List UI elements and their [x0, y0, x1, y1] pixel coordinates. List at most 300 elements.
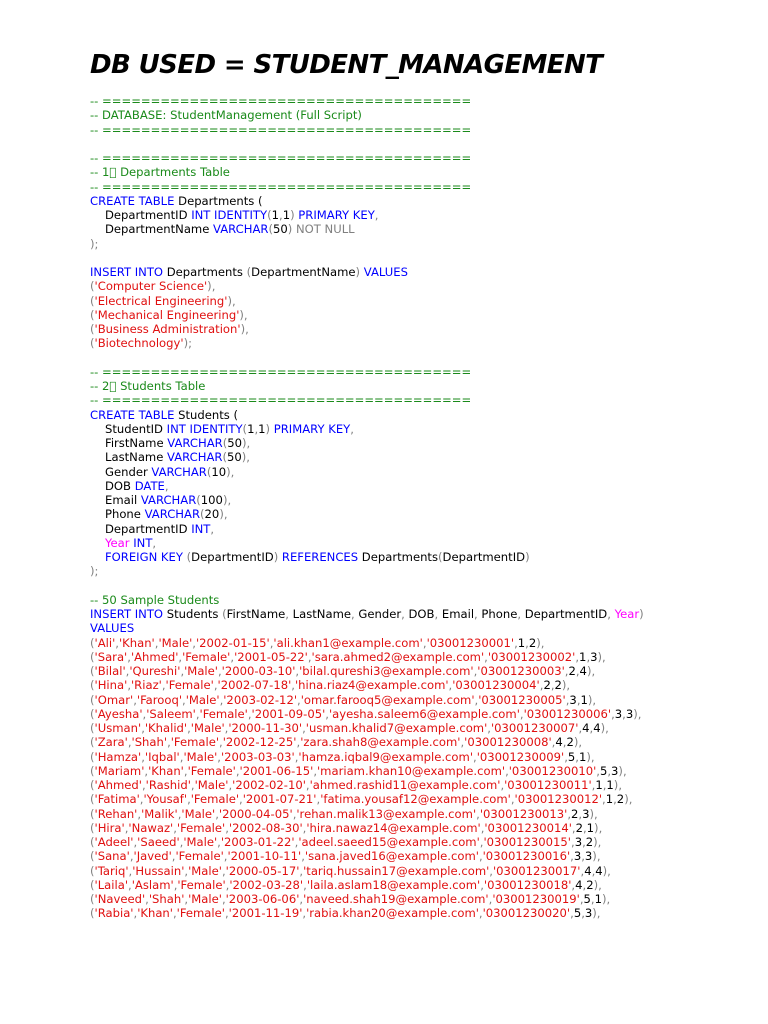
code-token: ,	[137, 806, 142, 821]
code-token: '2000-11-30'	[228, 721, 303, 735]
code-token: 'Shah'	[148, 892, 185, 906]
code-token: (	[246, 265, 252, 279]
code-token: 5	[599, 763, 608, 778]
code-token: 'Ali'	[94, 635, 116, 650]
code-token: 2	[566, 735, 574, 750]
code-token: (	[90, 692, 95, 707]
code-token: INT IDENTITY	[166, 421, 243, 436]
code-token: 1	[271, 208, 279, 222]
code-token: 'Nawaz'	[128, 820, 174, 835]
code-token: ,	[590, 892, 595, 906]
code-token: VARCHAR	[144, 507, 201, 522]
code-token: 'Male'	[181, 806, 216, 821]
code-token: '03001230004'	[452, 678, 540, 693]
code-token: 'Adeel'	[94, 835, 134, 849]
code-token: (	[267, 208, 272, 222]
code-line	[90, 564, 760, 578]
code-token: 'Zara'	[94, 735, 128, 750]
code-token: ,	[602, 778, 607, 792]
code-token: 5	[583, 892, 591, 906]
code-token: '03001230002'	[487, 649, 576, 664]
code-token: 1	[247, 421, 255, 436]
code-token: ,	[141, 749, 145, 764]
code-token: ),	[602, 863, 611, 878]
code-token: ),	[593, 835, 602, 849]
code-token: FOREIGN KEY	[105, 550, 183, 564]
code-token: 'Sana'	[94, 849, 130, 864]
code-token: '2001-06-15'	[239, 763, 314, 778]
code-line	[90, 222, 760, 236]
code-token: 'Hamza'	[94, 749, 142, 764]
code-token: 'Female'	[199, 706, 248, 721]
code-token: (	[90, 835, 95, 849]
code-token: ,	[177, 806, 182, 821]
code-token: 5	[567, 749, 576, 764]
code-token: VALUES	[90, 621, 135, 636]
student-row	[90, 693, 760, 707]
code-token: 'Female'	[190, 792, 240, 807]
code-token: -- 2⃣ Students Table	[90, 379, 206, 393]
code-line	[90, 208, 760, 222]
code-token: 3	[573, 849, 582, 864]
code-token: 'Female'	[177, 877, 226, 892]
code-token: (	[90, 763, 95, 778]
student-row	[90, 778, 760, 792]
code-token: ),	[586, 749, 595, 764]
code-token: ,	[576, 692, 581, 707]
code-token: ),	[594, 820, 603, 835]
code-line	[90, 165, 760, 179]
code-token: DepartmentID	[105, 208, 192, 222]
code-token: '2001-07-21'	[242, 792, 317, 807]
code-token: 1	[579, 649, 587, 664]
code-token: 'Hina'	[94, 678, 128, 693]
code-token: VARCHAR	[213, 222, 269, 237]
code-token: 'Laila'	[94, 877, 129, 892]
code-token: ,	[128, 877, 132, 892]
code-token: 'naveed.shah19@example.com'	[303, 892, 489, 906]
code-token: )	[525, 550, 530, 564]
code-token: ,	[285, 607, 293, 621]
code-token: '2001-10-11'	[227, 849, 302, 864]
code-token: 2	[585, 835, 594, 849]
code-line	[90, 550, 760, 564]
code-token: ,	[575, 649, 580, 664]
code-token: ,	[173, 877, 178, 892]
code-token: 'Iqbal'	[144, 749, 180, 764]
code-token: 'Khan'	[137, 906, 173, 921]
code-token: 1	[594, 892, 602, 906]
code-token: INT	[191, 521, 211, 536]
code-token: ,	[350, 421, 354, 436]
code-line	[90, 379, 760, 393]
code-token: 'Malik'	[141, 806, 178, 821]
code-token: )	[287, 222, 293, 237]
code-line	[90, 251, 760, 265]
code-token: 'Ahmed'	[94, 778, 142, 792]
code-token: ,	[514, 635, 518, 650]
code-token: -- ======================================	[90, 179, 472, 194]
code-token: ,	[192, 635, 196, 650]
student-row	[90, 678, 760, 692]
code-token: ,	[579, 892, 584, 906]
code-token: '2000-03-10'	[221, 664, 296, 678]
code-token: ),	[587, 692, 597, 707]
code-token: FirstName	[226, 607, 286, 621]
code-token: ),	[618, 763, 627, 778]
code-token: 'Bilal'	[94, 664, 126, 678]
code-token: (	[90, 721, 95, 735]
code-token: ,	[144, 763, 149, 778]
code-token: ,	[562, 735, 567, 750]
code-token: 10	[211, 464, 227, 479]
code-token: DOB	[408, 607, 435, 621]
code-token: ,	[484, 649, 488, 664]
code-token: (	[90, 649, 95, 664]
code-token: (	[90, 849, 95, 864]
code-token: 'adeel.saeed15@example.com'	[298, 835, 480, 849]
code-token: 'Rehan'	[94, 806, 138, 821]
code-token: DOB	[105, 478, 135, 493]
code-token: Email	[105, 493, 141, 507]
code-token: -- ======================================	[90, 151, 472, 165]
code-token: ,	[591, 778, 596, 792]
code-token: ),	[601, 892, 611, 906]
code-token: REFERENCES	[278, 550, 359, 564]
code-token: (	[222, 436, 228, 450]
page-title: DB USED = STUDENT_MANAGEMENT	[90, 50, 603, 80]
code-token: VARCHAR	[167, 436, 223, 450]
code-line	[90, 579, 760, 593]
code-token: 1	[580, 692, 588, 707]
code-token: '03001230012'	[514, 792, 603, 807]
code-token: (	[90, 336, 95, 351]
code-token: ,	[570, 849, 574, 864]
code-token: ,	[225, 820, 229, 835]
code-token: (	[90, 307, 95, 322]
code-token: ,	[582, 835, 586, 849]
code-token: LastName	[105, 450, 168, 465]
code-token: ,	[239, 792, 243, 807]
code-token: 3	[611, 763, 619, 778]
code-token: ,	[247, 706, 252, 721]
code-token: Phone	[481, 607, 518, 621]
code-token: 'Tariq'	[94, 863, 129, 878]
code-token: ,	[187, 721, 191, 735]
code-token: (	[90, 293, 95, 308]
code-line	[90, 365, 760, 379]
code-token: (	[90, 279, 95, 294]
code-token: ,	[580, 863, 585, 878]
code-token: INSERT INTO	[90, 265, 164, 279]
code-token: '03001230017'	[492, 863, 581, 878]
code-token: 'Male'	[188, 863, 222, 878]
code-token: PRIMARY KEY	[270, 421, 351, 436]
code-token: '03001230016'	[482, 849, 571, 864]
code-token: (	[222, 607, 227, 621]
code-token: ,	[125, 664, 130, 678]
code-token: ,	[422, 635, 427, 650]
code-token: (	[268, 222, 273, 237]
code-token: ),	[592, 849, 601, 864]
code-token: ,	[133, 692, 137, 707]
code-token: 'Male'	[190, 721, 225, 735]
code-token: DepartmentName	[251, 265, 356, 279]
code-token: ,	[183, 763, 188, 778]
code-token: 'rabia.khan20@example.com'	[306, 906, 479, 921]
code-token: '03001230018'	[483, 877, 572, 892]
code-token: 1	[606, 778, 614, 792]
code-token: '2000-04-05'	[218, 806, 293, 821]
code-token: ,	[128, 863, 133, 878]
code-line	[90, 493, 760, 507]
code-token: ,	[487, 721, 491, 735]
code-line	[90, 265, 760, 279]
code-token: ,	[596, 763, 600, 778]
code-token: 'usman.khalid7@example.com'	[305, 721, 488, 735]
code-token: ),	[219, 507, 228, 522]
code-token: ,	[480, 820, 485, 835]
code-token: 'Female'	[170, 735, 220, 750]
code-token: ,	[215, 806, 219, 821]
code-token: 'Javed'	[133, 849, 172, 864]
code-token: ,	[607, 607, 615, 621]
code-token: '2003-02-12'	[223, 692, 298, 707]
code-line	[90, 479, 760, 493]
code-token: ,	[141, 778, 146, 792]
code-token: ,	[254, 421, 259, 436]
code-token: ,	[567, 806, 572, 821]
code-token: ,	[221, 892, 226, 906]
code-token: 'rehan.malik13@example.com'	[296, 806, 477, 821]
code-token: ,	[611, 706, 615, 721]
code-token: '2001-11-19'	[228, 906, 303, 921]
code-token: 3	[582, 806, 590, 821]
code-token: 'Male'	[185, 692, 220, 707]
code-token: ),	[242, 436, 251, 450]
code-token: (	[90, 664, 95, 678]
code-token: ),	[240, 322, 249, 336]
code-token: 4	[582, 721, 590, 735]
code-token: ),	[239, 307, 248, 322]
code-token: 'hamza.iqbal9@example.com'	[298, 749, 474, 764]
code-token: '2002-03-28'	[229, 877, 304, 892]
code-token: (	[90, 820, 95, 835]
code-token: )	[290, 208, 295, 222]
code-token: 4	[575, 877, 583, 892]
code-token: 'Female'	[182, 649, 231, 664]
code-token: ,	[184, 892, 189, 906]
code-token: ,	[127, 735, 132, 750]
code-token: 'Biotechnology'	[94, 336, 184, 351]
code-token: ,	[582, 820, 587, 835]
code-token: 3	[614, 706, 623, 721]
code-token: 'Male'	[158, 635, 193, 650]
code-token: ,	[184, 863, 189, 878]
code-token: 'zara.shah8@example.com'	[300, 735, 461, 750]
code-token: ,	[622, 706, 626, 721]
code-token: 2	[528, 635, 537, 650]
code-token: ,	[571, 877, 576, 892]
code-token: ,	[473, 664, 478, 678]
code-token: 2	[586, 877, 594, 892]
code-token: 'Rashid'	[145, 778, 191, 792]
code-token: 'Female'	[165, 678, 214, 693]
code-token: 1	[605, 792, 614, 807]
code-token: ,	[564, 664, 569, 678]
student-row	[90, 792, 760, 806]
code-token: '2000-05-17'	[225, 863, 300, 878]
code-token: ,	[302, 906, 307, 921]
code-token: FirstName	[105, 436, 168, 450]
code-line	[90, 322, 760, 336]
code-token: CREATE TABLE	[90, 193, 175, 208]
student-row	[90, 735, 760, 749]
code-token: ,	[301, 849, 305, 864]
code-token: '2002-12-25'	[222, 735, 297, 750]
code-token: ),	[624, 792, 633, 807]
code-token: ,	[303, 877, 307, 892]
code-token: (	[90, 749, 95, 764]
code-token: 'Business Administration'	[94, 322, 241, 336]
code-token: 'ahmed.rashid11@example.com'	[309, 778, 501, 792]
code-token: NOT NULL	[292, 222, 355, 237]
code-token: 'tariq.hussain17@example.com'	[303, 863, 490, 878]
code-token: VARCHAR	[151, 464, 207, 479]
code-line	[90, 351, 760, 365]
code-token: ,	[602, 792, 606, 807]
code-token: '03001230001'	[426, 635, 515, 650]
code-token: ,	[479, 835, 484, 849]
code-token: 'Saeed'	[137, 835, 180, 849]
code-token: Year	[105, 535, 130, 550]
code-token: 1	[517, 635, 526, 650]
code-token: '2001-05-22'	[234, 649, 308, 664]
code-token: ,	[224, 906, 229, 921]
code-token: ,	[115, 635, 119, 650]
code-token: -- ======================================	[90, 393, 472, 408]
code-line	[90, 108, 760, 122]
code-token: -- DATABASE: StudentManagement (Full Script)	[90, 108, 362, 123]
code-token: (	[90, 806, 95, 821]
code-token: ,	[316, 792, 321, 807]
code-token: 'Saleem'	[146, 706, 196, 721]
code-token: (	[90, 322, 95, 336]
student-row	[90, 721, 760, 735]
code-token: ,	[145, 892, 149, 906]
code-token: '2001-09-05'	[251, 706, 326, 721]
code-token: );	[90, 564, 99, 579]
code-token: (	[90, 877, 95, 892]
code-token: 'Khan'	[148, 763, 184, 778]
code-token: 100	[200, 493, 223, 507]
code-line	[90, 507, 760, 521]
code-token: 'Female'	[176, 906, 225, 921]
code-token: ),	[597, 649, 606, 664]
code-line	[90, 294, 760, 308]
code-token: ,	[217, 664, 222, 678]
code-token: ,	[225, 877, 230, 892]
code-token: ,	[294, 835, 299, 849]
code-token: (	[438, 550, 443, 564]
code-token: '03001230014'	[484, 820, 572, 835]
code-token: 'sara.ahmed2@example.com'	[311, 649, 485, 664]
code-token: 4	[584, 863, 592, 878]
code-token: 'Male'	[184, 664, 218, 678]
code-token: ,	[325, 706, 329, 721]
code-token: ,	[571, 835, 575, 849]
code-token: ,	[161, 678, 166, 693]
code-token: 'Male'	[194, 778, 229, 792]
code-token: ,	[575, 749, 579, 764]
code-token: 'Yousaf'	[143, 792, 188, 807]
code-token: (	[90, 706, 95, 721]
code-token: 1	[282, 208, 291, 222]
code-token: ),	[227, 293, 236, 308]
code-token: (	[90, 892, 95, 906]
code-token: ,	[217, 835, 221, 849]
code-token: ,	[221, 863, 226, 878]
code-token: 1	[258, 421, 266, 436]
code-token: ,	[187, 792, 191, 807]
code-token: ,	[295, 664, 300, 678]
code-token: ,	[133, 835, 138, 849]
code-token: ,	[228, 778, 233, 792]
code-token: 'Hussain'	[132, 863, 185, 878]
code-token: (	[90, 778, 95, 792]
code-token: 2	[571, 806, 579, 821]
code-token: ,	[292, 806, 297, 821]
code-token: 'ayesha.saleem6@example.com'	[328, 706, 520, 721]
code-line	[90, 194, 760, 208]
student-row	[90, 750, 760, 764]
code-token: ,	[539, 678, 544, 693]
code-token: ,	[279, 208, 283, 222]
code-token: 'mariam.khan10@example.com'	[317, 763, 506, 778]
code-token: 'Male'	[183, 749, 218, 764]
code-token: ,	[476, 806, 480, 821]
code-token: ,	[180, 664, 185, 678]
code-token: )	[265, 421, 271, 436]
code-token: 'Female'	[175, 849, 224, 864]
code-token: 'Naveed'	[94, 892, 146, 906]
code-token: 'Usman'	[94, 721, 142, 735]
code-token: ,	[488, 892, 493, 906]
code-token: (	[90, 635, 95, 650]
code-token: ,	[582, 877, 587, 892]
code-line	[90, 436, 760, 450]
code-token: ),	[561, 678, 571, 693]
code-token: '2003-01-22'	[220, 835, 295, 849]
code-token: ,	[564, 749, 568, 764]
code-token: PRIMARY KEY	[294, 208, 375, 222]
code-line	[90, 393, 760, 407]
code-token: ,	[141, 721, 145, 735]
code-token: 'Electrical Engineering'	[94, 293, 228, 308]
code-token: VARCHAR	[140, 493, 197, 507]
code-token: ,	[550, 678, 555, 693]
code-token: DepartmentID	[524, 607, 608, 621]
code-token: 'laila.aslam18@example.com'	[306, 877, 481, 892]
code-token: ),	[226, 464, 235, 479]
code-token: 1	[586, 820, 595, 835]
code-token: ,	[142, 706, 147, 721]
code-line	[90, 465, 760, 479]
code-token: ,	[505, 763, 509, 778]
code-token: 1	[578, 749, 587, 764]
code-token: ,	[448, 678, 453, 693]
code-token: 4	[593, 721, 601, 735]
